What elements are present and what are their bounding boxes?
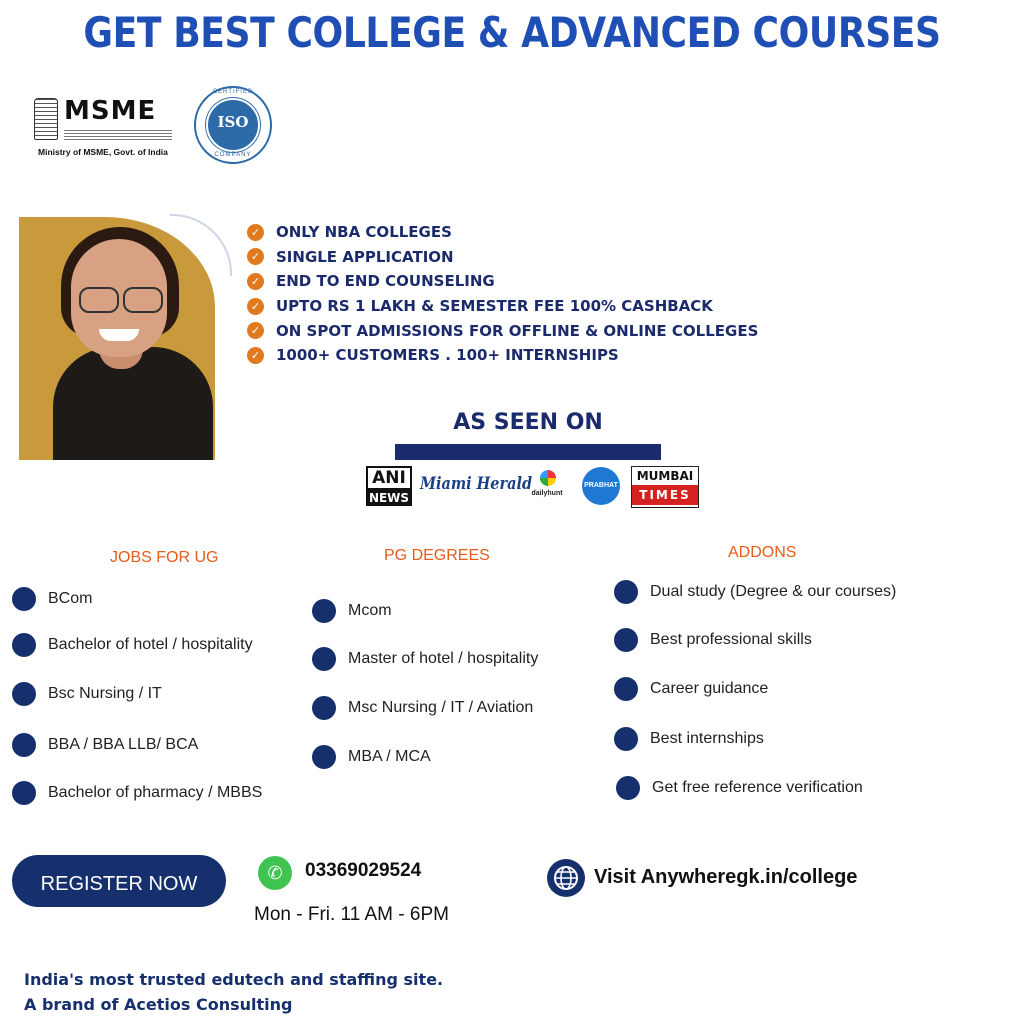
dot-icon (614, 727, 638, 751)
iso-label: ISO (206, 98, 260, 152)
register-now-button[interactable]: REGISTER NOW (12, 855, 226, 907)
list-item (12, 682, 162, 706)
feature-item (247, 343, 807, 368)
national-emblem-icon (34, 98, 58, 140)
dot-icon (12, 682, 36, 706)
glasses-icon (79, 287, 165, 311)
list-item (614, 727, 764, 751)
as-seen-on-title: AS SEEN ON (453, 410, 603, 435)
check-circle-icon: ✓ (247, 248, 264, 265)
headline: GET BEST COLLEGE & ADVANCED COURSES (83, 8, 941, 57)
phone-number[interactable]: 03369029524 (305, 860, 422, 881)
list-item (312, 745, 431, 769)
student-photo (19, 217, 215, 460)
as-seen-on-bar (395, 444, 661, 460)
list-item (12, 633, 253, 657)
globe-icon (547, 859, 585, 897)
website-link[interactable]: Visit Anywheregk.in/college (594, 866, 858, 888)
list-item (312, 599, 392, 623)
check-circle-icon: ✓ (247, 347, 264, 364)
list-item (312, 696, 533, 720)
ani-logo-subtext: NEWS (368, 491, 410, 505)
check-circle-icon: ✓ (247, 273, 264, 290)
mumbai-logo-text: MUMBAI (636, 469, 694, 483)
list-item-label: Best internships (650, 730, 764, 747)
iso-bottom-text: COMPANY (214, 152, 252, 158)
dot-icon (614, 580, 638, 604)
dot-icon (616, 776, 640, 800)
dot-icon (312, 599, 336, 623)
check-circle-icon: ✓ (247, 224, 264, 241)
footer-text (24, 967, 443, 1017)
list-item (12, 587, 92, 611)
feature-label: UPTO RS 1 LAKH & SEMESTER FEE 100% CASHBACK (276, 297, 713, 316)
feature-item (247, 269, 807, 294)
feature-item (247, 245, 807, 270)
msme-wordmark: MSME (64, 96, 157, 126)
list-item-label: Bachelor of hotel / hospitality (48, 636, 253, 653)
list-item (614, 628, 812, 652)
prabhat-logo: PRABHAT (582, 467, 620, 505)
list-item-label: Master of hotel / hospitality (348, 650, 539, 667)
ani-logo-text: ANI (368, 468, 410, 488)
list-item-label: Get free reference verification (652, 779, 863, 796)
dailyhunt-logo-text: dailyhunt (531, 490, 563, 497)
list-item (12, 733, 198, 757)
dailyhunt-flower-icon (540, 470, 556, 486)
msme-logo (34, 96, 176, 162)
addons-column-title: ADDONS (728, 544, 797, 561)
dot-icon (614, 628, 638, 652)
ani-news-logo (366, 466, 412, 506)
list-item (616, 776, 863, 800)
msme-caption: Ministry of MSME, Govt. of India (38, 147, 168, 157)
feature-item (247, 294, 807, 319)
check-circle-icon: ✓ (247, 322, 264, 339)
office-hours: Mon - Fri. 11 AM - 6PM (254, 904, 449, 925)
feature-list (247, 220, 807, 368)
list-item-label: Bachelor of pharmacy / MBBS (48, 784, 263, 801)
list-item (614, 677, 768, 701)
list-item-label: Career guidance (650, 680, 769, 697)
list-item-label: Best professional skills (650, 631, 812, 648)
dot-icon (12, 733, 36, 757)
list-item-label: BBA / BBA LLB/ BCA (48, 736, 199, 753)
dot-icon (12, 781, 36, 805)
feature-label: SINGLE APPLICATION (276, 247, 454, 266)
whatsapp-icon[interactable]: ✆ (258, 856, 292, 890)
feature-label: ONLY NBA COLLEGES (276, 223, 452, 242)
list-item-label: BCom (48, 590, 93, 607)
check-circle-icon: ✓ (247, 298, 264, 315)
list-item (614, 580, 896, 604)
list-item-label: Bsc Nursing / IT (48, 685, 162, 702)
list-item (12, 781, 262, 805)
list-item-label: Msc Nursing / IT / Aviation (348, 699, 534, 716)
dot-icon (312, 647, 336, 671)
feature-label: ON SPOT ADMISSIONS FOR OFFLINE & ONLINE COLLEGES (276, 321, 759, 340)
dot-icon (12, 633, 36, 657)
list-item-label: Mcom (348, 602, 392, 619)
dot-icon (312, 696, 336, 720)
feature-item (247, 220, 807, 245)
feature-label: END TO END COUNSELING (276, 272, 495, 291)
msme-subtext-lines (64, 128, 172, 142)
mumbai-times-logo (631, 466, 699, 508)
iso-top-text: CERTIFIED (212, 89, 254, 95)
dot-icon (614, 677, 638, 701)
dot-icon (312, 745, 336, 769)
list-item-label: Dual study (Degree & our courses) (650, 583, 897, 600)
miami-herald-logo: Miami Herald (420, 474, 533, 494)
footer-line-1: India's most trusted edutech and staffing site. (24, 970, 444, 989)
feature-item (247, 318, 807, 343)
dot-icon (12, 587, 36, 611)
pg-column-title: PG DEGREES (384, 547, 490, 564)
dailyhunt-logo (530, 470, 564, 504)
ug-column-title: JOBS FOR UG (110, 549, 219, 566)
photo-smile (99, 329, 139, 341)
list-item (312, 647, 538, 671)
footer-line-2: A brand of Acetios Consulting (24, 995, 293, 1014)
feature-label: 1000+ CUSTOMERS . 100+ INTERNSHIPS (276, 346, 619, 365)
list-item-label: MBA / MCA (348, 748, 431, 765)
times-logo-text: TIMES (632, 485, 698, 505)
iso-badge (194, 86, 272, 164)
